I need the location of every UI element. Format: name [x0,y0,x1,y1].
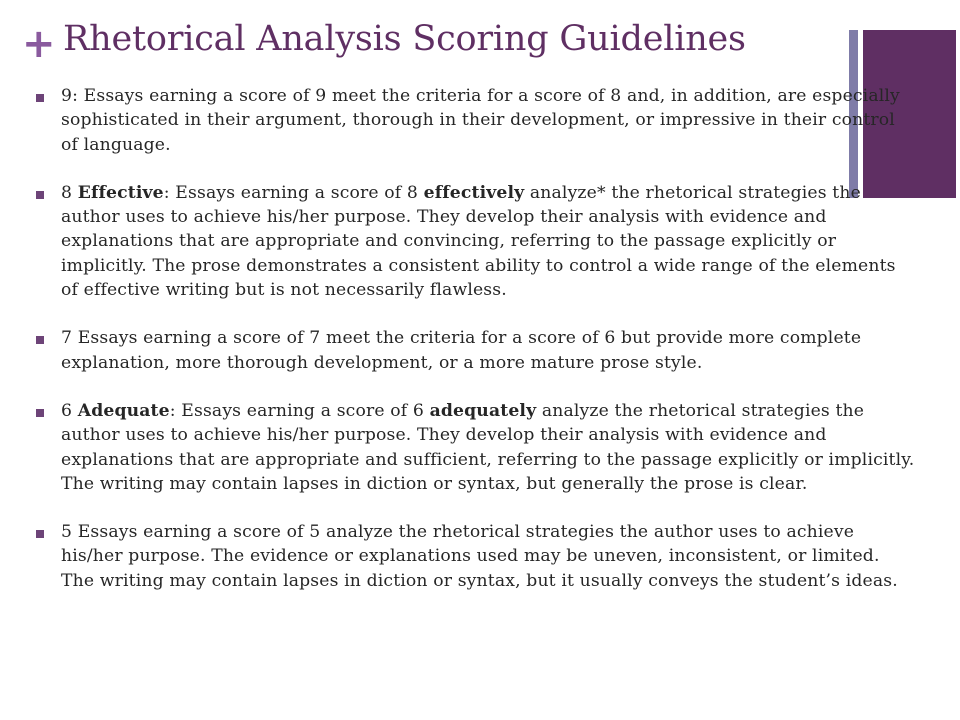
score-8-item [36,181,916,302]
slide-title: Rhetorical Analysis Scoring Guidelines [63,19,746,59]
score-label: Effective [77,182,164,203]
plus-icon: + [22,21,56,67]
score-number: 8 [61,182,73,203]
score-5-item [36,520,916,593]
bullet-square-icon [36,94,44,102]
score-label: Adequate [77,400,170,421]
bullet-square-icon [36,409,44,417]
scoring-guidelines-list [36,84,916,593]
bullet-square-icon [36,191,44,199]
description-text: analyze* the rhetorical strategies the author uses to achieve his/her purpose. They develop their analysis with evidence and explanations that are appropriate and convincing, referring to the passage explicitly or implicitly. The prose demonstrates a consistent ability to control a wide range of the elements of effective writing but is not necessarily flawless. [61,182,896,301]
description-text: : Essays earning a score of 9 meet the criteria for a score of 8 and, in addition, are especially sophisticated in their argument, thorough in their development, or impressive in their control of language. [61,86,900,155]
description-text: Essays earning a score of 7 meet the criteria for a score of 6 but provide more complete explanation, more thorough development, or a more mature prose style. [61,328,862,373]
score-number: 6 [61,400,73,421]
bullet-square-icon [36,530,44,538]
score-9-item [36,84,916,157]
score-7-item [36,326,916,375]
description-text: analyze the rhetorical strategies the author uses to achieve his/her purpose. They develop their analysis with evidence and explanations that are appropriate and sufficient, referring to the passage explicitly or implicitly. The writing may contain lapses in diction or syntax, but generally the prose is clear. [61,400,915,494]
description-text: Essays earning a score of 5 analyze the rhetorical strategies the author uses to achieve his/her purpose. The evidence or explanations used may be uneven, inconsistent, or limited. The writing may contain lapses in diction or syntax, but it usually conveys the student’s ideas. [61,522,898,591]
score-6-item [36,399,916,496]
emphasized-term: adequately [429,400,537,421]
description-text: : Essays earning a score of 6 [169,400,430,421]
description-text: : Essays earning a score of 8 [163,182,424,203]
emphasized-term: effectively [423,182,525,203]
score-number: 5 [61,522,73,543]
score-number: 9 [61,86,73,106]
score-number: 7 [61,328,73,349]
bullet-square-icon [36,336,44,344]
